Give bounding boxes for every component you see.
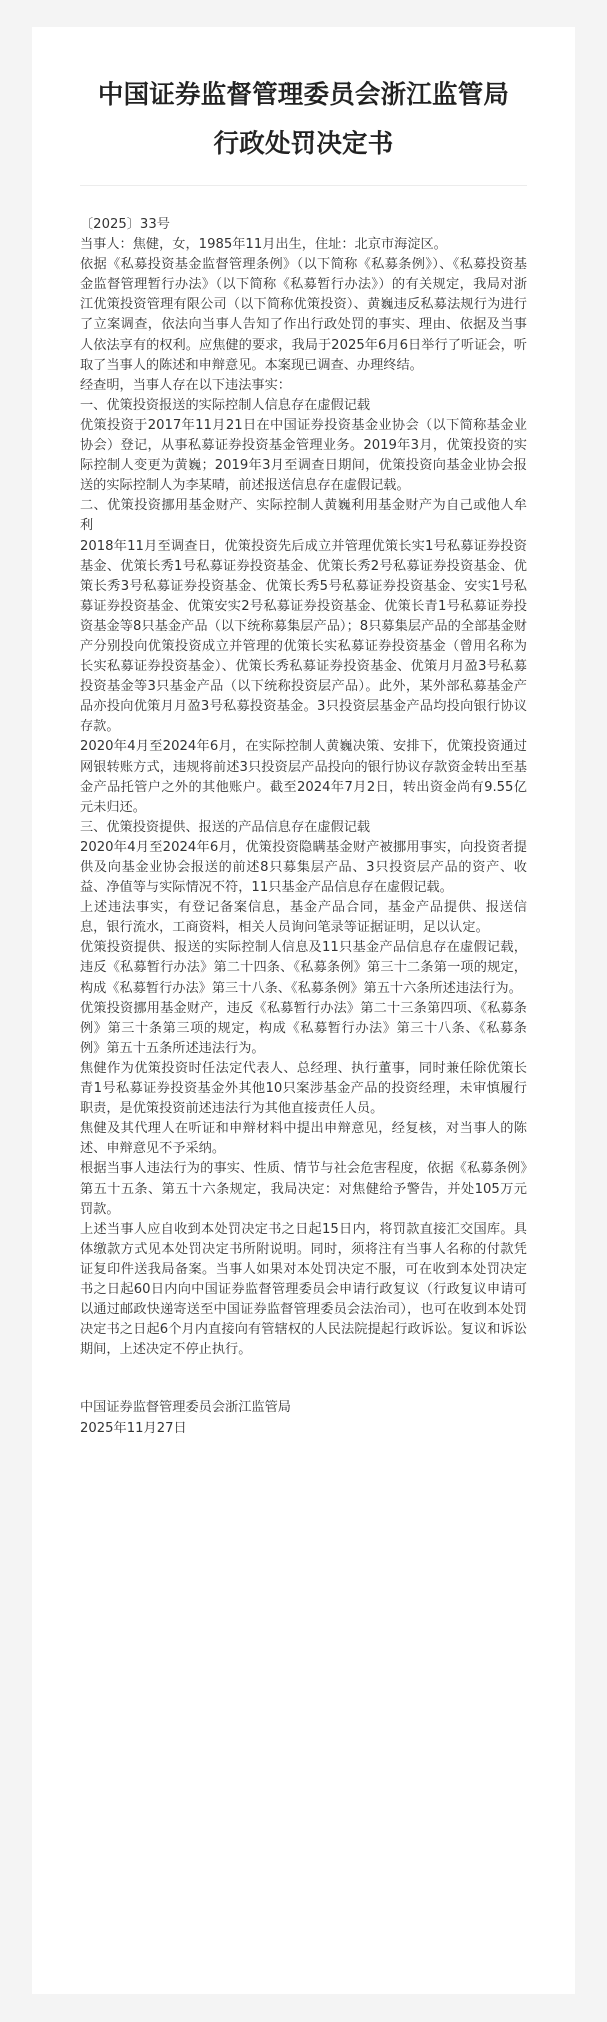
body-paragraph: 上述当事人应自收到本处罚决定书之日起15日内，将罚款直接汇交国库。具体缴款方式见本处罚决定书所附说明。同时，须将注有当事人名称的付款凭证复印件送我局备案。当事人如果对本处罚决定不服，可在收到本处罚决定书之日起60日内向中国证券监督管理委员会申请行政复议（行政复议申请可以通过邮政快递寄送至中国证券监督管理委员会法治司），也可在收到本处罚决定书之日起6个月内直接向有管辖权的人民法院提起行政诉讼。复议和诉讼期间，上述决定不停止执行。 <box>80 1221 527 1358</box>
body-paragraph: 焦健及其代理人在听证和申辩材料中提出申辩意见，经复核，对当事人的陈述、申辩意见不予采纳。 <box>80 1121 527 1157</box>
body-paragraph: 2020年4月至2024年6月，在实际控制人黄巍决策、安排下，优策投资通过网银转账方式，违规将前述3只投资层产品投向的银行协议存款资金转出至基金产品托管户之外的其他账户。截至2024年7月2日，转出资金尚有9.55亿元未归还。 <box>80 739 527 815</box>
title-line-2: 行政处罚决定书 <box>213 129 394 159</box>
body-paragraph: 优策投资提供、报送的实际控制人信息及11只基金产品信息存在虚假记载，违反《私募暂行办法》第二十四条、《私募条例》第三十二条第一项的规定，构成《私募暂行办法》第三十八条、《私募条例》第五十六条所述违法行为。 <box>80 940 527 996</box>
body-paragraph: 根据当事人违法行为的事实、性质、情节与社会危害程度，依据《私募条例》第五十五条、第五十六条规定，我局决定：对焦健给予警告，并处105万元罚款。 <box>80 1161 527 1217</box>
body-paragraph: 三、优策投资提供、报送的产品信息存在虚假记载 <box>80 819 371 835</box>
body-paragraph: 一、优策投资报送的实际控制人信息存在虚假记载 <box>80 397 371 413</box>
signature-block <box>80 1397 527 1439</box>
body-paragraph: 优策投资挪用基金财产，违反《私募暂行办法》第二十三条第四项、《私募条例》第三十条第三项的规定，构成《私募暂行办法》第三十八条、《私募条例》第五十五条所述违法行为。 <box>80 1000 527 1056</box>
issuer-name: 中国证券监督管理委员会浙江监管局 <box>80 1400 291 1416</box>
issue-date: 2025年11月27日 <box>80 1421 187 1437</box>
document-body <box>80 215 527 1360</box>
body-paragraph: 〔2025〕33号 <box>80 217 170 232</box>
title-divider <box>80 185 527 186</box>
body-paragraph: 2020年4月至2024年6月，优策投资隐瞒基金财产被挪用事实，向投资者提供及向基金业协会报送的前述8只募集层产品、3只投资层产品的资产、收益、净值等与实际情况不符，11只基金产品信息存在虚假记载。 <box>80 839 527 896</box>
body-paragraph: 二、优策投资挪用基金财产、实际控制人黄巍利用基金财产为自己或他人牟利 <box>80 498 527 534</box>
body-paragraph: 上述违法事实，有登记备案信息，基金产品合同，基金产品提供、报送信息，银行流水，工商资料，相关人员询问笔录等证据证明，足以认定。 <box>80 900 527 936</box>
body-paragraph: 焦健作为优策投资时任法定代表人、总经理、执行董事，同时兼任除优策长青1号私募证券投资基金外其他10只案涉基金产品的投资经理，未审慎履行职责，是优策投资前述违法行为其他直接责任人员。 <box>80 1060 527 1117</box>
body-paragraph: 依据《私募投资基金监督管理条例》（以下简称《私募条例》）、《私募投资基金监督管理暂行办法》（以下简称《私募暂行办法》）的有关规定，我局对浙江优策投资管理有限公司（以下简称优策投资）、黄巍违反私募法规行为进行了立案调查，依法向当事人告知了作出行政处罚的事实、理由、依据及当事人依法享有的权利。应焦健的要求，我局于2025年6月6日举行了听证会，听取了当事人的陈述和申辩意见。本案现已调查、办理终结。 <box>80 257 527 373</box>
title-line-1: 中国证券监督管理委员会浙江监管局 <box>97 80 510 110</box>
body-paragraph: 优策投资于2017年11月21日在中国证券投资基金业协会（以下简称基金业协会）登记，从事私募证券投资基金管理业务。2019年3月，优策投资的实际控制人变更为黄巍；2019年3月至调查日期间，优策投资向基金业协会报送的实际控制人为李某晴，前述报送信息存在虚假记载。 <box>80 417 527 494</box>
body-paragraph: 2018年11月至调查日，优策投资先后成立并管理优策长实1号私募证券投资基金、优策长秀1号私募证券投资基金、优策长秀2号私募证券投资基金、优策长秀3号私募证券投资基金、优策长秀5号私募证券投资基金、安实1号私募证券投资基金、优策安实2号私募证券投资基金、优策长青1号私募证券投资基金等8只基金产品（以下统称募集层产品）；8只募集层产品的全部基金财产分别投向优策投资成立并管理的优策长实私募证券投资基金（曾用名称为长实私募证券投资基金）、优策长秀私募证券投资基金、优策月月盈3号私募投资基金等3只基金产品（以下统称投资层产品）。此外，某外部私募基金产品亦投向优策月月盈3号私募投资基金。3只投资层基金产品均投向银行协议存款。 <box>80 538 527 735</box>
body-paragraph: 当事人：焦健，女，1985年11月出生，住址：北京市海淀区。 <box>80 237 447 253</box>
document-title <box>80 27 527 169</box>
document-card <box>32 27 575 1994</box>
body-paragraph: 经查明，当事人存在以下违法事实： <box>80 377 291 393</box>
